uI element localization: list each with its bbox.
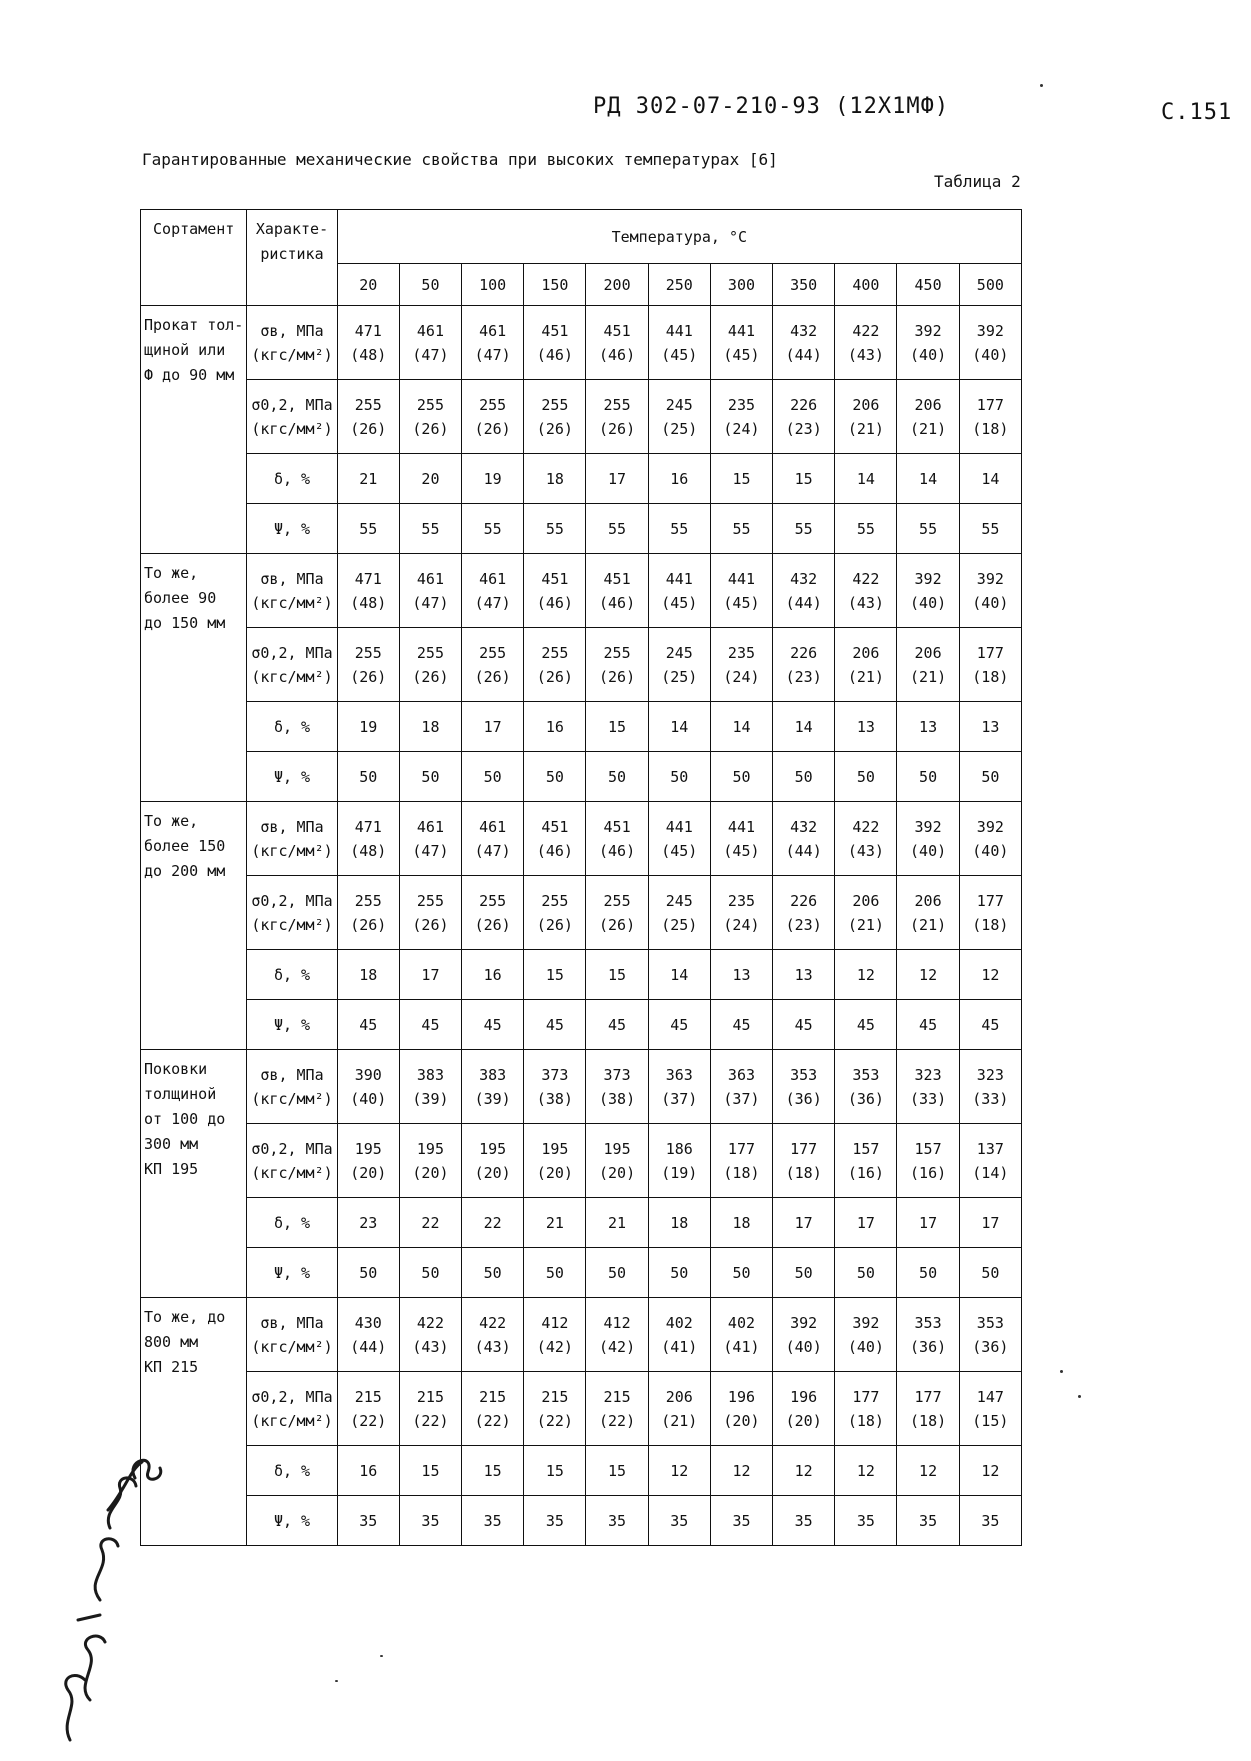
value-cell: 245 (25) (648, 380, 710, 454)
table-row (141, 1372, 1022, 1446)
value-cell: 451 (46) (524, 802, 586, 876)
value-cell: 35 (710, 1496, 772, 1546)
value-cell: 50 (337, 752, 399, 802)
table-row (141, 454, 1022, 504)
value-cell: 226 (23) (773, 876, 835, 950)
value-cell: 45 (586, 1000, 648, 1050)
value-cell: 206 (21) (897, 876, 959, 950)
value-cell: 392 (40) (897, 554, 959, 628)
value-cell: 35 (524, 1496, 586, 1546)
value-cell: 35 (648, 1496, 710, 1546)
temperature-header: 20 (337, 264, 399, 306)
value-cell: 45 (959, 1000, 1021, 1050)
value-cell: 461 (47) (462, 306, 524, 380)
product-name: То же, более 90 до 150 мм (141, 554, 247, 802)
value-cell: 255 (26) (399, 380, 461, 454)
characteristic-label: Ψ, % (247, 1248, 337, 1298)
value-cell: 50 (959, 1248, 1021, 1298)
value-cell: 206 (21) (835, 380, 897, 454)
table-row (141, 752, 1022, 802)
value-cell: 392 (40) (773, 1298, 835, 1372)
value-cell: 13 (897, 702, 959, 752)
value-cell: 50 (337, 1248, 399, 1298)
product-name: То же, до 800 мм КП 215 (141, 1298, 247, 1546)
value-cell: 21 (524, 1198, 586, 1248)
value-cell: 177 (18) (710, 1124, 772, 1198)
value-cell: 50 (648, 752, 710, 802)
temperature-header: 400 (835, 264, 897, 306)
table-row (141, 1248, 1022, 1298)
value-cell: 18 (524, 454, 586, 504)
value-cell: 422 (43) (835, 802, 897, 876)
value-cell: 15 (773, 454, 835, 504)
value-cell: 451 (46) (586, 554, 648, 628)
value-cell: 255 (26) (586, 628, 648, 702)
properties-table (140, 209, 1022, 1546)
value-cell: 441 (45) (710, 306, 772, 380)
value-cell: 353 (36) (959, 1298, 1021, 1372)
value-cell: 12 (959, 950, 1021, 1000)
value-cell: 12 (897, 950, 959, 1000)
value-cell: 392 (40) (897, 802, 959, 876)
characteristic-label: Ψ, % (247, 1000, 337, 1050)
value-cell: 422 (43) (462, 1298, 524, 1372)
value-cell: 255 (26) (524, 380, 586, 454)
value-cell: 13 (773, 950, 835, 1000)
value-cell: 402 (41) (648, 1298, 710, 1372)
value-cell: 35 (773, 1496, 835, 1546)
value-cell: 12 (648, 1446, 710, 1496)
value-cell: 157 (16) (835, 1124, 897, 1198)
characteristic-label: σв, МПа (кгс/мм²) (247, 802, 337, 876)
value-cell: 206 (21) (648, 1372, 710, 1446)
value-cell: 383 (39) (399, 1050, 461, 1124)
value-cell: 441 (45) (648, 306, 710, 380)
value-cell: 432 (44) (773, 306, 835, 380)
characteristic-label: σв, МПа (кгс/мм²) (247, 1050, 337, 1124)
value-cell: 373 (38) (524, 1050, 586, 1124)
value-cell: 323 (33) (959, 1050, 1021, 1124)
value-cell: 392 (40) (959, 802, 1021, 876)
value-cell: 35 (835, 1496, 897, 1546)
value-cell: 12 (897, 1446, 959, 1496)
value-cell: 14 (773, 702, 835, 752)
value-cell: 363 (37) (710, 1050, 772, 1124)
value-cell: 402 (41) (710, 1298, 772, 1372)
value-cell: 255 (26) (586, 876, 648, 950)
table-row (141, 306, 1022, 380)
value-cell: 255 (26) (399, 628, 461, 702)
value-cell: 441 (45) (648, 554, 710, 628)
value-cell: 215 (22) (586, 1372, 648, 1446)
value-cell: 14 (648, 702, 710, 752)
scan-speck (1060, 1370, 1063, 1373)
temperature-header: 300 (710, 264, 772, 306)
value-cell: 392 (40) (959, 306, 1021, 380)
value-cell: 18 (648, 1198, 710, 1248)
value-cell: 55 (399, 504, 461, 554)
value-cell: 323 (33) (897, 1050, 959, 1124)
temperature-header: 200 (586, 264, 648, 306)
characteristic-label: σ0,2, МПа (кгс/мм²) (247, 1124, 337, 1198)
value-cell: 383 (39) (462, 1050, 524, 1124)
value-cell: 15 (462, 1446, 524, 1496)
handwritten-signature (30, 1450, 260, 1750)
table-row (141, 1198, 1022, 1248)
value-cell: 147 (15) (959, 1372, 1021, 1446)
table-row (141, 380, 1022, 454)
temperature-header: 150 (524, 264, 586, 306)
value-cell: 206 (21) (897, 628, 959, 702)
characteristic-label: σ0,2, МПа (кгс/мм²) (247, 380, 337, 454)
characteristic-label: δ, % (247, 454, 337, 504)
header-temperature: Температура, °С (337, 210, 1021, 264)
temperature-header: 250 (648, 264, 710, 306)
value-cell: 23 (337, 1198, 399, 1248)
value-cell: 215 (22) (462, 1372, 524, 1446)
value-cell: 55 (586, 504, 648, 554)
value-cell: 215 (22) (399, 1372, 461, 1446)
characteristic-label: Ψ, % (247, 752, 337, 802)
value-cell: 18 (337, 950, 399, 1000)
value-cell: 45 (462, 1000, 524, 1050)
value-cell: 35 (959, 1496, 1021, 1546)
value-cell: 21 (337, 454, 399, 504)
value-cell: 15 (710, 454, 772, 504)
value-cell: 50 (710, 1248, 772, 1298)
temperature-header: 50 (399, 264, 461, 306)
value-cell: 50 (897, 1248, 959, 1298)
value-cell: 55 (710, 504, 772, 554)
value-cell: 363 (37) (648, 1050, 710, 1124)
value-cell: 255 (26) (399, 876, 461, 950)
value-cell: 461 (47) (399, 554, 461, 628)
value-cell: 35 (897, 1496, 959, 1546)
value-cell: 12 (835, 950, 897, 1000)
value-cell: 21 (586, 1198, 648, 1248)
value-cell: 55 (337, 504, 399, 554)
value-cell: 441 (45) (710, 802, 772, 876)
value-cell: 451 (46) (524, 306, 586, 380)
value-cell: 55 (897, 504, 959, 554)
value-cell: 441 (45) (710, 554, 772, 628)
value-cell: 412 (42) (586, 1298, 648, 1372)
value-cell: 353 (36) (835, 1050, 897, 1124)
value-cell: 50 (648, 1248, 710, 1298)
value-cell: 255 (26) (337, 876, 399, 950)
value-cell: 226 (23) (773, 380, 835, 454)
value-cell: 17 (586, 454, 648, 504)
value-cell: 186 (19) (648, 1124, 710, 1198)
value-cell: 45 (337, 1000, 399, 1050)
value-cell: 195 (20) (524, 1124, 586, 1198)
value-cell: 461 (47) (399, 802, 461, 876)
value-cell: 392 (40) (835, 1298, 897, 1372)
value-cell: 255 (26) (337, 380, 399, 454)
value-cell: 18 (399, 702, 461, 752)
value-cell: 245 (25) (648, 876, 710, 950)
value-cell: 235 (24) (710, 628, 772, 702)
value-cell: 50 (524, 752, 586, 802)
table-row (141, 1000, 1022, 1050)
value-cell: 35 (586, 1496, 648, 1546)
value-cell: 451 (46) (586, 306, 648, 380)
value-cell: 55 (462, 504, 524, 554)
value-cell: 45 (399, 1000, 461, 1050)
value-cell: 50 (773, 1248, 835, 1298)
characteristic-label: σ0,2, МПа (кгс/мм²) (247, 1372, 337, 1446)
table-row (141, 876, 1022, 950)
value-cell: 50 (462, 752, 524, 802)
page-number: С.151 (1161, 100, 1233, 125)
value-cell: 12 (710, 1446, 772, 1496)
value-cell: 14 (835, 454, 897, 504)
value-cell: 353 (36) (897, 1298, 959, 1372)
value-cell: 16 (462, 950, 524, 1000)
characteristic-label: δ, % (247, 950, 337, 1000)
value-cell: 16 (337, 1446, 399, 1496)
value-cell: 461 (47) (462, 554, 524, 628)
value-cell: 50 (462, 1248, 524, 1298)
value-cell: 50 (399, 752, 461, 802)
value-cell: 206 (21) (897, 380, 959, 454)
value-cell: 12 (773, 1446, 835, 1496)
value-cell: 255 (26) (524, 876, 586, 950)
header-characteristic: Характе- ристика (247, 210, 337, 306)
value-cell: 55 (773, 504, 835, 554)
scan-speck (380, 1655, 383, 1657)
value-cell: 461 (47) (399, 306, 461, 380)
value-cell: 215 (22) (337, 1372, 399, 1446)
value-cell: 235 (24) (710, 876, 772, 950)
table-row (141, 950, 1022, 1000)
value-cell: 50 (586, 752, 648, 802)
value-cell: 451 (46) (586, 802, 648, 876)
value-cell: 245 (25) (648, 628, 710, 702)
value-cell: 45 (835, 1000, 897, 1050)
value-cell: 55 (648, 504, 710, 554)
product-name: Поковки толщиной от 100 до 300 мм КП 195 (141, 1050, 247, 1298)
value-cell: 17 (897, 1198, 959, 1248)
value-cell: 422 (43) (835, 306, 897, 380)
value-cell: 50 (835, 1248, 897, 1298)
value-cell: 471 (48) (337, 802, 399, 876)
scan-speck (1078, 1395, 1081, 1398)
value-cell: 255 (26) (462, 628, 524, 702)
value-cell: 206 (21) (835, 876, 897, 950)
scan-speck (335, 1680, 338, 1682)
value-cell: 177 (18) (897, 1372, 959, 1446)
value-cell: 177 (18) (773, 1124, 835, 1198)
value-cell: 50 (524, 1248, 586, 1298)
value-cell: 422 (43) (399, 1298, 461, 1372)
value-cell: 422 (43) (835, 554, 897, 628)
table-row (141, 1446, 1022, 1496)
value-cell: 206 (21) (835, 628, 897, 702)
value-cell: 195 (20) (462, 1124, 524, 1198)
characteristic-label: δ, % (247, 702, 337, 752)
value-cell: 19 (337, 702, 399, 752)
value-cell: 235 (24) (710, 380, 772, 454)
table-row (141, 1124, 1022, 1198)
table-row (141, 504, 1022, 554)
value-cell: 22 (462, 1198, 524, 1248)
value-cell: 35 (462, 1496, 524, 1546)
value-cell: 215 (22) (524, 1372, 586, 1446)
value-cell: 17 (959, 1198, 1021, 1248)
value-cell: 196 (20) (773, 1372, 835, 1446)
value-cell: 17 (399, 950, 461, 1000)
characteristic-label: σв, МПа (кгс/мм²) (247, 306, 337, 380)
value-cell: 471 (48) (337, 554, 399, 628)
table-row (141, 628, 1022, 702)
value-cell: 255 (26) (586, 380, 648, 454)
value-cell: 195 (20) (399, 1124, 461, 1198)
value-cell: 432 (44) (773, 554, 835, 628)
value-cell: 17 (835, 1198, 897, 1248)
value-cell: 392 (40) (959, 554, 1021, 628)
value-cell: 18 (710, 1198, 772, 1248)
value-cell: 45 (897, 1000, 959, 1050)
value-cell: 35 (399, 1496, 461, 1546)
value-cell: 16 (524, 702, 586, 752)
value-cell: 471 (48) (337, 306, 399, 380)
value-cell: 432 (44) (773, 802, 835, 876)
characteristic-label: δ, % (247, 1446, 337, 1496)
value-cell: 14 (710, 702, 772, 752)
value-cell: 15 (399, 1446, 461, 1496)
value-cell: 17 (773, 1198, 835, 1248)
product-name: Прокат тол- щиной или Ф до 90 мм (141, 306, 247, 554)
value-cell: 13 (959, 702, 1021, 752)
value-cell: 17 (462, 702, 524, 752)
value-cell: 255 (26) (337, 628, 399, 702)
value-cell: 19 (462, 454, 524, 504)
value-cell: 157 (16) (897, 1124, 959, 1198)
value-cell: 50 (959, 752, 1021, 802)
temperature-header: 100 (462, 264, 524, 306)
value-cell: 451 (46) (524, 554, 586, 628)
value-cell: 255 (26) (462, 876, 524, 950)
table-row (141, 1050, 1022, 1124)
value-cell: 15 (586, 1446, 648, 1496)
value-cell: 55 (959, 504, 1021, 554)
value-cell: 373 (38) (586, 1050, 648, 1124)
value-cell: 226 (23) (773, 628, 835, 702)
value-cell: 353 (36) (773, 1050, 835, 1124)
value-cell: 137 (14) (959, 1124, 1021, 1198)
value-cell: 441 (45) (648, 802, 710, 876)
characteristic-label: Ψ, % (247, 504, 337, 554)
value-cell: 45 (524, 1000, 586, 1050)
characteristic-label: Ψ, % (247, 1496, 337, 1546)
characteristic-label: σ0,2, МПа (кгс/мм²) (247, 876, 337, 950)
characteristic-label: σв, МПа (кгс/мм²) (247, 554, 337, 628)
table-row (141, 1298, 1022, 1372)
table-caption: Гарантированные механические свойства при высоких температурах [6] (142, 150, 778, 169)
value-cell: 255 (26) (462, 380, 524, 454)
value-cell: 430 (44) (337, 1298, 399, 1372)
temperature-header: 350 (773, 264, 835, 306)
value-cell: 55 (524, 504, 586, 554)
value-cell: 14 (648, 950, 710, 1000)
value-cell: 16 (648, 454, 710, 504)
value-cell: 461 (47) (462, 802, 524, 876)
value-cell: 13 (710, 950, 772, 1000)
value-cell: 50 (897, 752, 959, 802)
value-cell: 45 (710, 1000, 772, 1050)
temperature-header: 450 (897, 264, 959, 306)
value-cell: 15 (524, 950, 586, 1000)
temperature-header: 500 (959, 264, 1021, 306)
value-cell: 35 (337, 1496, 399, 1546)
value-cell: 50 (399, 1248, 461, 1298)
value-cell: 20 (399, 454, 461, 504)
characteristic-label: δ, % (247, 1198, 337, 1248)
table-number: Таблица 2 (934, 172, 1021, 191)
value-cell: 45 (648, 1000, 710, 1050)
table-row (141, 554, 1022, 628)
value-cell: 50 (835, 752, 897, 802)
table-row (141, 702, 1022, 752)
document-code: РД 302-07-210-93 (12Х1МФ) (593, 94, 950, 119)
value-cell: 177 (18) (959, 876, 1021, 950)
value-cell: 12 (959, 1446, 1021, 1496)
characteristic-label: σ0,2, МПа (кгс/мм²) (247, 628, 337, 702)
value-cell: 22 (399, 1198, 461, 1248)
product-name: То же, более 150 до 200 мм (141, 802, 247, 1050)
value-cell: 13 (835, 702, 897, 752)
value-cell: 55 (835, 504, 897, 554)
value-cell: 14 (959, 454, 1021, 504)
value-cell: 195 (20) (337, 1124, 399, 1198)
value-cell: 15 (586, 702, 648, 752)
characteristic-label: σв, МПа (кгс/мм²) (247, 1298, 337, 1372)
value-cell: 15 (586, 950, 648, 1000)
value-cell: 255 (26) (524, 628, 586, 702)
value-cell: 177 (18) (959, 380, 1021, 454)
value-cell: 412 (42) (524, 1298, 586, 1372)
table-row (141, 1496, 1022, 1546)
value-cell: 15 (524, 1446, 586, 1496)
header-sortament: Сортамент (141, 210, 247, 306)
value-cell: 177 (18) (835, 1372, 897, 1446)
scan-speck (1040, 84, 1043, 87)
value-cell: 392 (40) (897, 306, 959, 380)
value-cell: 50 (586, 1248, 648, 1298)
value-cell: 195 (20) (586, 1124, 648, 1198)
value-cell: 177 (18) (959, 628, 1021, 702)
value-cell: 390 (40) (337, 1050, 399, 1124)
value-cell: 196 (20) (710, 1372, 772, 1446)
table-row (141, 802, 1022, 876)
value-cell: 12 (835, 1446, 897, 1496)
value-cell: 50 (710, 752, 772, 802)
value-cell: 14 (897, 454, 959, 504)
value-cell: 50 (773, 752, 835, 802)
value-cell: 45 (773, 1000, 835, 1050)
table-body (141, 306, 1022, 1546)
